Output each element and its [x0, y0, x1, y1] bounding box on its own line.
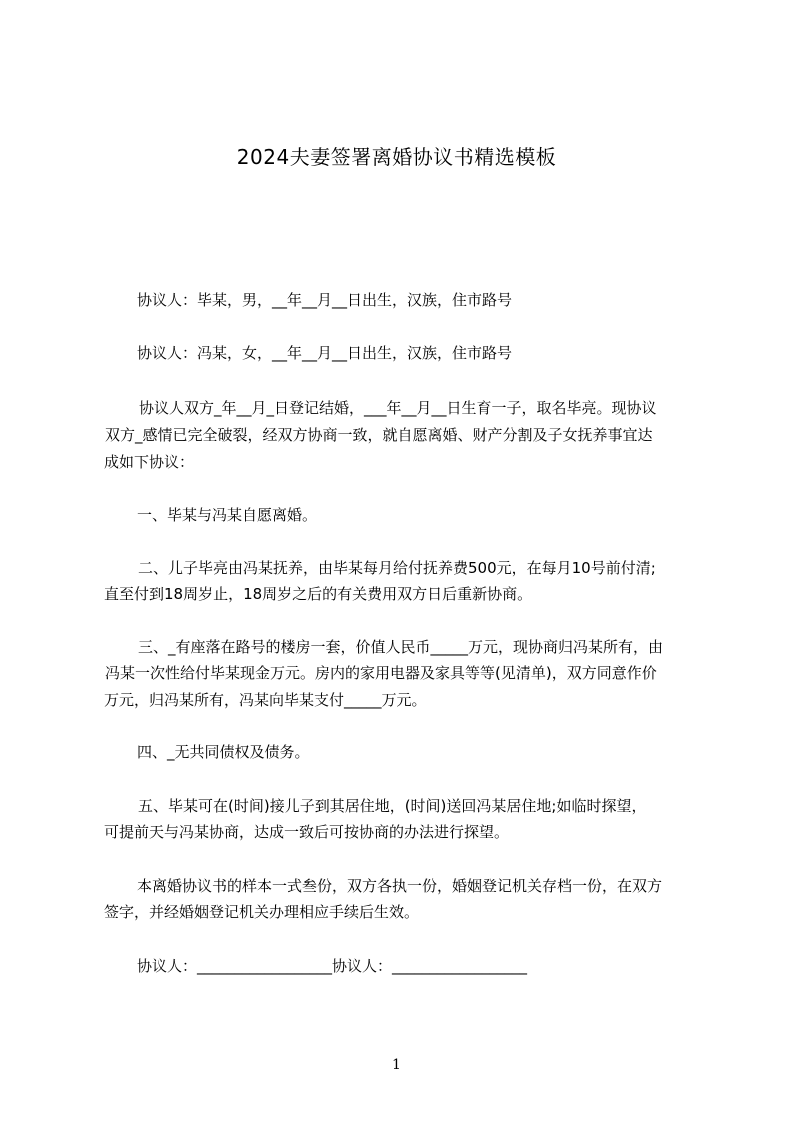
- clause-4: 四、_无共同债权及债务。: [137, 743, 310, 761]
- page-number: 1: [392, 1057, 401, 1073]
- closing-line-2: 签字，并经婚姻登记机关办理相应手续后生效。: [104, 903, 420, 921]
- clause-3-line-2: 冯某一次性给付毕某现金万元。房内的家用电器及家具等等(见清单)，双方同意作价: [105, 664, 657, 682]
- clause-2-line-2: 直至付到18周岁止，18周岁之后的有关费用双方日后重新协商。: [104, 585, 533, 603]
- preamble-line-3: 成如下协议：: [104, 453, 195, 471]
- preamble-line-2: 双方_感情已完全破裂，经双方协商一致，就自愿离婚、财产分割及子女抚养事宜达: [105, 426, 653, 444]
- document-title: 2024夫妻签署离婚协议书精选模板: [236, 145, 557, 169]
- signature-line: 协议人：__________________协议人：__________________: [137, 957, 528, 975]
- clause-3-line-3: 万元，归冯某所有，冯某向毕某支付_____万元。: [104, 691, 427, 709]
- clause-1: 一、毕某与冯某自愿离婚。: [137, 506, 318, 524]
- preamble-line-1: 协议人双方_年__月_日登记结婚，___年__月__日生育一子，取名毕亮。现协议: [139, 399, 657, 417]
- party2-line: 协议人：冯某，女，__年__月__日出生，汉族，住市路号: [137, 344, 513, 362]
- closing-line-1: 本离婚协议书的样本一式叁份，双方各执一份，婚姻登记机关存档一份，在双方: [137, 877, 663, 895]
- clause-3-line-1: 三、_有座落在路号的楼房一套，价值人民币_____万元，现协商归冯某所有，由: [138, 638, 664, 656]
- party1-line: 协议人：毕某，男，__年__月__日出生，汉族，住市路号: [137, 291, 513, 309]
- clause-5-line-1: 五、毕某可在(时间)接儿子到其居住地，(时间)送回冯某居住地;如临时探望，: [138, 797, 647, 815]
- clause-2-line-1: 二、儿子毕亮由冯某抚养，由毕某每月给付抚养费500元，在每月10号前付清;: [138, 559, 656, 577]
- clause-5-line-2: 可提前天与冯某协商，达成一致后可按协商的办法进行探望。: [104, 823, 510, 841]
